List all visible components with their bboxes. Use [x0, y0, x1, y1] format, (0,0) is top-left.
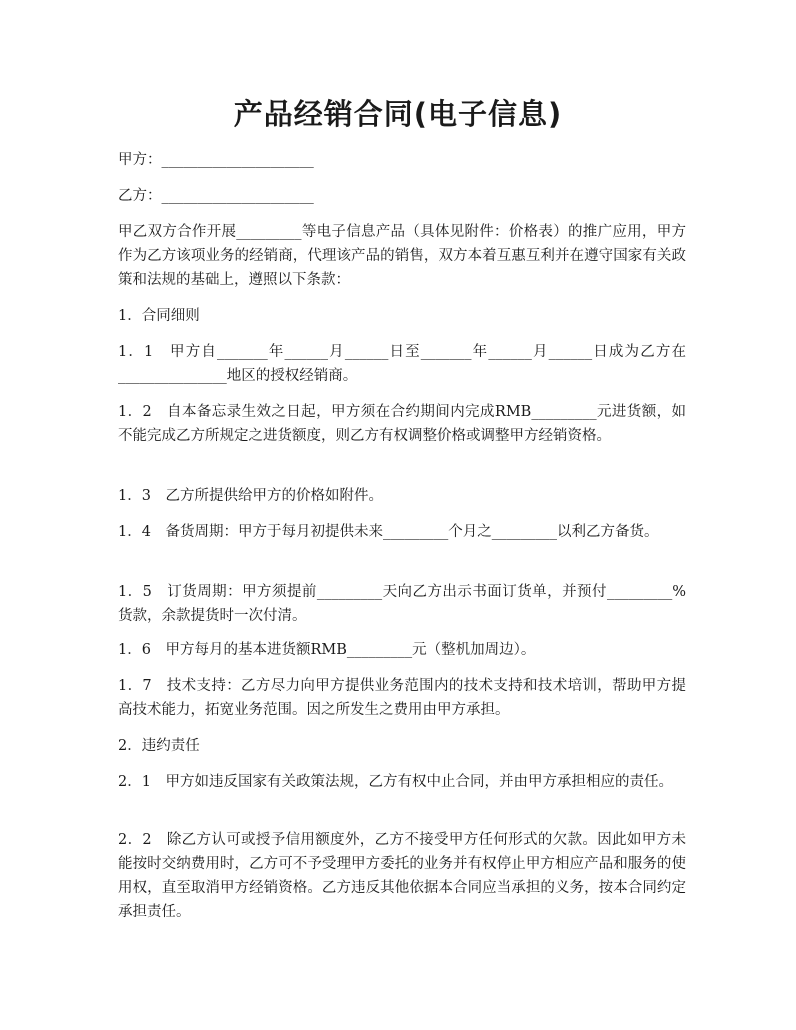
clause-1-1: 1．1 甲方自_______年______月______日至_______年______月______日成为乙方在_______________地区的授权经销商。 [118, 344, 686, 384]
section-heading-1: 1．合同细则 [118, 308, 200, 324]
clause-2-2: 2．2 除乙方认可或授予信用额度外，乙方不接受甲方任何形式的欠款。因此如甲方未能按时交纳费用时，乙方可不予受理甲方委托的业务并有权停止甲方相应产品和服务的使用权，直至取消甲方经销资格。乙方违反其他依据本合同应当承担的义务，按本合同约定承担责任。 [118, 832, 686, 920]
clause-2-1: 2．1 甲方如违反国家有关政策法规，乙方有权中止合同，并由甲方承担相应的责任。 [118, 774, 673, 790]
party-a-line: 甲方：_____________________ [118, 152, 314, 168]
clause-1-5: 1．5 订货周期：甲方须提前_________天向乙方出示书面订货单，并预付_________%货款，余款提货时一次付清。 [118, 584, 686, 624]
document-title: 产品经销合同(电子信息) [233, 97, 563, 131]
clause-1-2: 1．2 自本备忘录生效之日起，甲方须在合约期间内完成RMB_________元进货额，如不能完成乙方所规定之进货额度，则乙方有权调整价格或调整甲方经销资格。 [118, 404, 686, 444]
clause-1-3: 1．3 乙方所提供给甲方的价格如附件。 [118, 488, 383, 504]
clause-1-4: 1．4 备货周期：甲方于每月初提供未来_________个月之_________以利乙方备货。 [118, 524, 659, 540]
intro-paragraph: 甲乙双方合作开展_________等电子信息产品（具体见附件：价格表）的推广应用，甲方作为乙方该项业务的经销商，代理该产品的销售，双方本着互惠互利并在遵守国家有关政策和法规的基础上，遵照以下条款： [118, 224, 686, 288]
clause-1-7: 1．7 技术支持：乙方尽力向甲方提供业务范围内的技术支持和技术培训，帮助甲方提高技术能力，拓宽业务范围。因之所发生之费用由甲方承担。 [118, 678, 686, 718]
clause-1-6: 1．6 甲方每月的基本进货额RMB_________元（整机加周边）。 [118, 642, 536, 658]
section-heading-2: 2．违约责任 [118, 738, 200, 754]
party-b-line: 乙方：_____________________ [118, 188, 314, 204]
